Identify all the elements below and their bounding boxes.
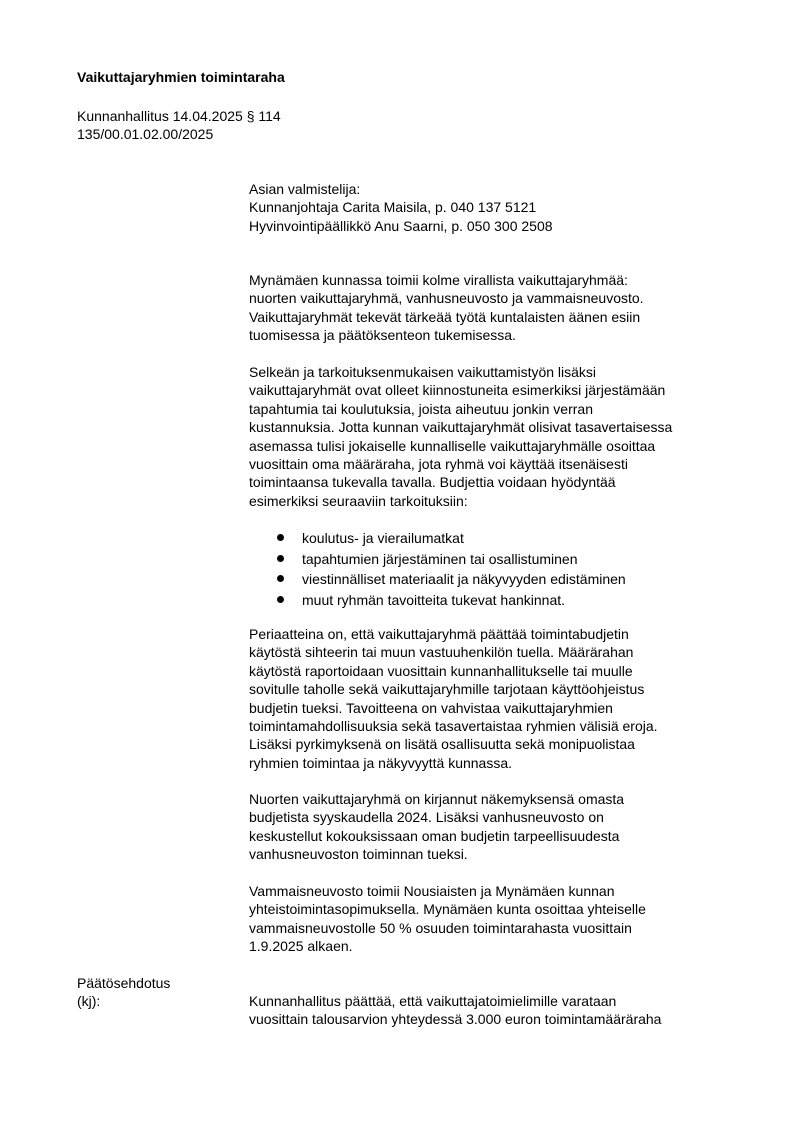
text-line: asemassa tulisi jokaiselle kunnalliselle vaikuttajaryhmälle osoittaa [249, 437, 656, 454]
text-line: Mynämäen kunnassa toimii kolme virallista vaikuttajaryhmää: [249, 272, 628, 288]
bullet-text: muut ryhmän tavoitteita tukevat hankinnat. [302, 591, 566, 608]
decision-proposal-label [77, 974, 170, 1011]
bullet-icon [277, 555, 284, 562]
text-line: vammaisneuvostolle 50 % osuuden toimintarahasta vuosittain [249, 919, 632, 936]
text-line: Selkeän ja tarkoituksenmukaisen vaikuttamistyön lisäksi [249, 364, 597, 380]
preparer-line: Hyvinvointipäällikkö Anu Saarni, p. 050 300 2508 [249, 217, 553, 234]
text-line: esimerkiksi seuraaviin tarkoituksiin: [249, 492, 468, 509]
text-line: Lisäksi pyrkimyksenä on lisätä osallisuutta sekä monipuolistaa [249, 736, 635, 753]
text-line: tuomisessa ja päätöksenteon tukemisessa. [249, 327, 516, 344]
preparer-line: Kunnanjohtaja Carita Maisila, p. 040 137 5121 [249, 199, 537, 216]
bullet-item [277, 529, 626, 550]
bullet-text: viestinnälliset materiaalit ja näkyvyyden edistäminen [302, 571, 626, 587]
text-line: toimintamahdollisuuksia sekä tasavertaistaa ryhmien välisiä eroja. [249, 717, 658, 734]
text-line: sovitulle taholle sekä vaikuttajaryhmille tarjotaan käyttöohjeistus [249, 681, 645, 698]
bullet-icon [277, 575, 284, 582]
paragraph-purpose [249, 363, 739, 510]
text-line: käytöstä raportoidaan vuosittain kunnanhallitukselle tai muulle [249, 662, 633, 679]
purpose-bullet-list [277, 529, 626, 611]
bullet-icon [277, 596, 284, 603]
paragraph-principles [249, 625, 739, 772]
bullet-item [277, 550, 626, 571]
text-line: Vammaisneuvosto toimii Nousiaisten ja Mynämäen kunnan [249, 883, 615, 899]
text-line: Nuorten vaikuttajaryhmä on kirjannut näkemyksensä omasta [249, 791, 625, 807]
text-line: Periaatteina on, että vaikuttajaryhmä päättää toimintabudjetin [249, 626, 629, 642]
text-line: tapahtumia tai koulutuksia, joista aiheutuu jonkin verran [249, 400, 593, 417]
text-line: käytöstä sihteerin tai muun vastuuhenkilön tuella. Määrärahan [249, 644, 634, 661]
preparer-block [249, 180, 739, 235]
bullet-item [277, 570, 626, 591]
text-line: 1.9.2025 alkaen. [249, 938, 353, 955]
decision-label-line: Päätösehdotus [77, 975, 171, 991]
preparer-heading: Asian valmistelija: [249, 181, 361, 197]
paragraph-youth-council [249, 790, 739, 864]
meeting-meta [77, 107, 281, 143]
text-line: ryhmien toimintaa ja näkyvyyttä kunnassa. [249, 754, 513, 771]
text-line: vaikuttajaryhmät ovat olleet kiinnostuneita esimerkiksi järjestämään [249, 382, 666, 399]
case-number: 135/00.01.02.00/2025 [77, 126, 214, 142]
paragraph-disability-council [249, 882, 739, 956]
text-line: vanhusneuvoston toiminnan tueksi. [249, 846, 468, 863]
text-line: toimintaansa tukevalla tavalla. Budjettia voidaan hyödyntää [249, 474, 616, 491]
bullet-text: koulutus- ja vierailumatkat [302, 530, 464, 546]
meeting-info: Kunnanhallitus 14.04.2025 § 114 [77, 108, 281, 124]
text-line: Vaikuttajaryhmät tekevät tärkeää työtä kuntalaisten äänen esiin [249, 308, 641, 325]
text-line: budjetista syyskaudella 2024. Lisäksi vanhusneuvosto on [249, 809, 604, 826]
text-line: vuosittain talousarvion yhteydessä 3.000 euron toimintamääräraha [249, 1011, 662, 1028]
text-line: nuorten vaikuttajaryhmä, vanhusneuvosto ja vammaisneuvosto. [249, 290, 644, 307]
document-title: Vaikuttajaryhmien toimintaraha [77, 69, 285, 85]
text-line: Kunnanhallitus päättää, että vaikuttajatoimielimille varataan [249, 993, 617, 1009]
text-line: kustannuksia. Jotta kunnan vaikuttajaryhmät olisivat tasavertaisessa [249, 419, 673, 436]
text-line: budjetin tueksi. Tavoitteena on vahvistaa vaikuttajaryhmien [249, 699, 613, 716]
text-line: vuosittain oma määräraha, jota ryhmä voi käyttää itsenäisesti [249, 455, 628, 472]
bullet-text: tapahtumien järjestäminen tai osallistuminen [302, 550, 578, 567]
bullet-icon [277, 534, 284, 541]
decision-label-line: (kj): [77, 993, 101, 1010]
text-line: yhteistoimintasopimuksella. Mynämäen kunta osoittaa yhteiselle [249, 901, 646, 918]
paragraph-intro [249, 271, 739, 345]
paragraph-decision [249, 992, 739, 1029]
text-line: keskustellut kokouksissaan oman budjetin tarpeellisuudesta [249, 827, 620, 844]
bullet-item [277, 591, 626, 612]
